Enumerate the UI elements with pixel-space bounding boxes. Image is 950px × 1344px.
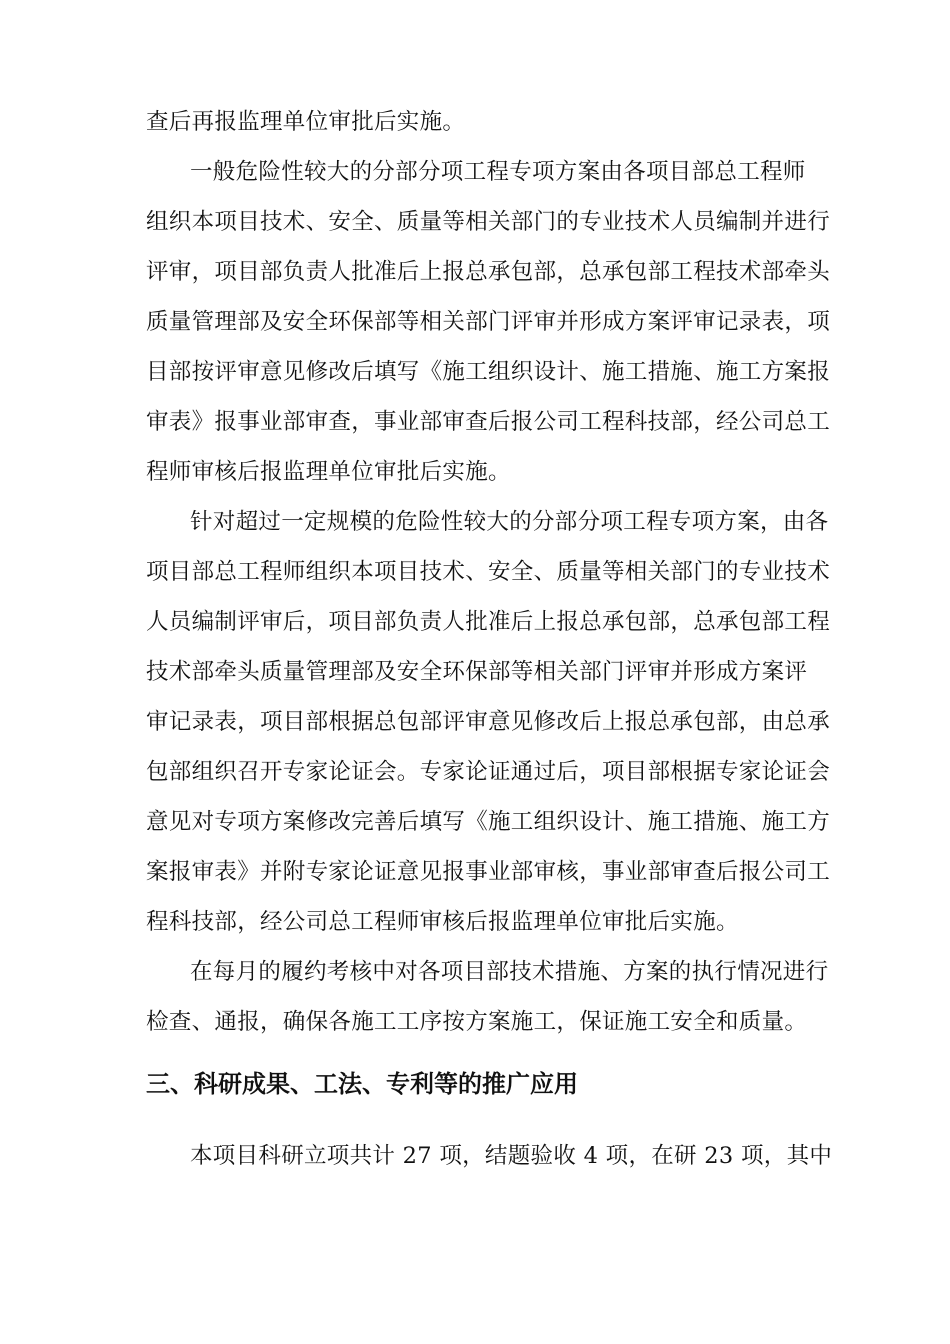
paragraph-line: 评审，项目部负责人批准后上报总承包部，总承包部工程技术部牵头 bbox=[146, 259, 831, 285]
paragraph-line: 组织本项目技术、安全、质量等相关部门的专业技术人员编制并进行 bbox=[146, 209, 831, 235]
paragraph-line: 检查、通报，确保各施工工序按方案施工，保证施工安全和质量。 bbox=[146, 1009, 808, 1035]
paragraph-line: 针对超过一定规模的危险性较大的分部分项工程专项方案，由各 bbox=[190, 509, 829, 535]
paragraph-line: 目部按评审意见修改后填写《施工组织设计、施工措施、施工方案报 bbox=[146, 359, 831, 385]
paragraph-line: 一般危险性较大的分部分项工程专项方案由各项目部总工程师 bbox=[190, 159, 806, 185]
paragraph-line: 质量管理部及安全环保部等相关部门评审并形成方案评审记录表，项 bbox=[146, 309, 831, 335]
paragraph-line: 人员编制评审后，项目部负责人批准后上报总承包部，总承包部工程 bbox=[146, 609, 831, 635]
paragraph-line: 本项目科研立项共计 27 项，结题验收 4 项，在研 23 项，其中 bbox=[190, 1143, 833, 1169]
section-heading: 三、科研成果、工法、专利等的推广应用 bbox=[146, 1070, 578, 1098]
paragraph-line: 项目部总工程师组织本项目技术、安全、质量等相关部门的专业技术 bbox=[146, 559, 831, 585]
paragraph-line: 包部组织召开专家论证会。专家论证通过后，项目部根据专家论证会 bbox=[146, 759, 831, 785]
paragraph-line: 审表》报事业部审查，事业部审查后报公司工程科技部，经公司总工 bbox=[146, 409, 831, 435]
paragraph-line: 程科技部，经公司总工程师审核后报监理单位审批后实施。 bbox=[146, 909, 739, 935]
paragraph-line: 审记录表，项目部根据总包部评审意见修改后上报总承包部，由总承 bbox=[146, 709, 831, 735]
paragraph-line: 查后再报监理单位审批后实施。 bbox=[146, 109, 466, 135]
paragraph-line: 程师审核后报监理单位审批后实施。 bbox=[146, 459, 511, 485]
paragraph-line: 技术部牵头质量管理部及安全环保部等相关部门评审并形成方案评 bbox=[146, 659, 808, 685]
paragraph-line: 意见对专项方案修改完善后填写《施工组织设计、施工措施、施工方 bbox=[146, 809, 831, 835]
paragraph-line: 案报审表》并附专家论证意见报事业部审核，事业部审查后报公司工 bbox=[146, 859, 831, 885]
paragraph-line: 在每月的履约考核中对各项目部技术措施、方案的执行情况进行 bbox=[190, 959, 829, 985]
